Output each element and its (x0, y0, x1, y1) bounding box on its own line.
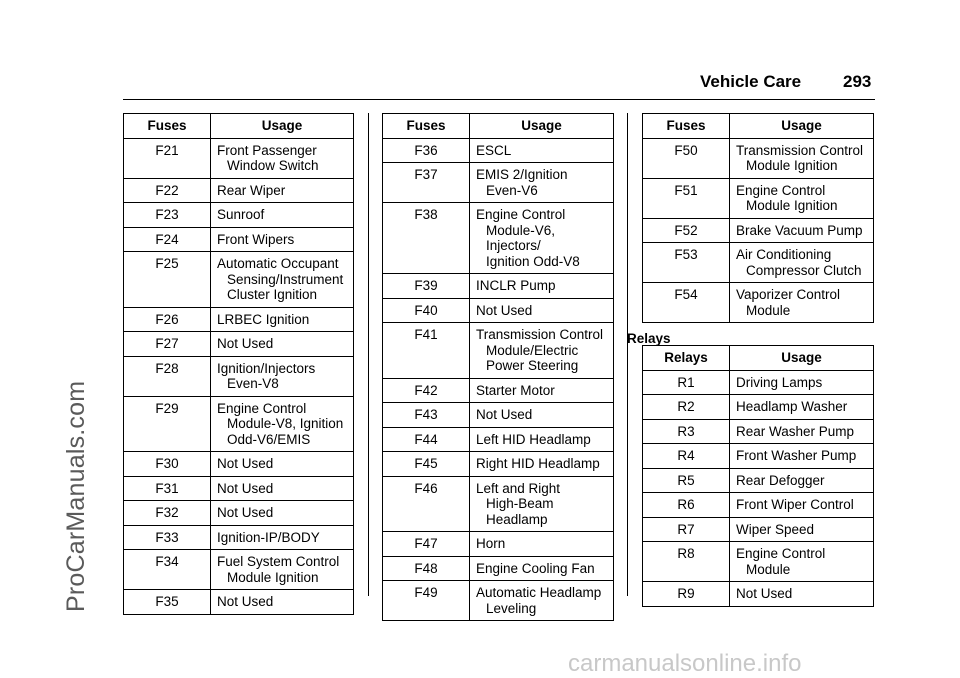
row-id-cell: F33 (124, 525, 211, 550)
row-usage-cell: Automatic Headlamp Leveling (470, 581, 614, 621)
row-usage-cell: Headlamp Washer (730, 395, 874, 420)
table-row (383, 274, 614, 299)
row-id-cell: F47 (383, 532, 470, 557)
table-header-row (643, 346, 874, 371)
row-usage-cell: Air Conditioning Compressor Clutch (730, 243, 874, 283)
page-number: 293 (843, 72, 872, 91)
row-usage-cell: Front Wipers (211, 227, 354, 252)
row-usage-cell: Front Passenger Window Switch (211, 138, 354, 178)
table-row (643, 468, 874, 493)
table-row (643, 138, 874, 178)
table-row (124, 138, 354, 178)
column-header-id: Relays (643, 346, 730, 371)
table-row (124, 501, 354, 526)
column-header-usage: Usage (470, 114, 614, 139)
row-id-cell: R2 (643, 395, 730, 420)
table-row (643, 493, 874, 518)
table-row (643, 517, 874, 542)
table-row (383, 378, 614, 403)
row-id-cell: F53 (643, 243, 730, 283)
row-id-cell: F51 (643, 178, 730, 218)
table-row (643, 542, 874, 582)
row-usage-cell: Ignition/Injectors Even-V8 (211, 356, 354, 396)
row-id-cell: F24 (124, 227, 211, 252)
row-usage-cell: Sunroof (211, 203, 354, 228)
row-usage-cell: EMIS 2/Ignition Even-V6 (470, 163, 614, 203)
row-usage-cell: INCLR Pump (470, 274, 614, 299)
table-header-row (383, 114, 614, 139)
row-id-cell: F46 (383, 476, 470, 532)
row-id-cell: F52 (643, 218, 730, 243)
side-watermark: ProCarManuals.com (62, 380, 90, 612)
row-usage-cell: Not Used (211, 590, 354, 615)
row-id-cell: R8 (643, 542, 730, 582)
row-usage-cell: Engine Cooling Fan (470, 556, 614, 581)
row-id-cell: F48 (383, 556, 470, 581)
row-id-cell: R6 (643, 493, 730, 518)
table-row (124, 227, 354, 252)
row-usage-cell: Not Used (470, 298, 614, 323)
row-usage-cell: Starter Motor (470, 378, 614, 403)
row-usage-cell: Automatic Occupant Sensing/Instrument Cluster Ignition (211, 252, 354, 308)
row-id-cell: R7 (643, 517, 730, 542)
row-usage-cell: Left HID Headlamp (470, 427, 614, 452)
row-id-cell: F42 (383, 378, 470, 403)
table-row (124, 178, 354, 203)
table-row (124, 525, 354, 550)
column-header-usage: Usage (730, 114, 874, 139)
row-usage-cell: Not Used (211, 452, 354, 477)
row-id-cell: F40 (383, 298, 470, 323)
table-header-row (124, 114, 354, 139)
table-row (643, 370, 874, 395)
table-row (383, 476, 614, 532)
row-id-cell: F44 (383, 427, 470, 452)
table-row (383, 452, 614, 477)
column-header-usage: Usage (730, 346, 874, 371)
table-header-row (643, 114, 874, 139)
row-id-cell: R1 (643, 370, 730, 395)
table-row (383, 532, 614, 557)
row-id-cell: F26 (124, 307, 211, 332)
row-usage-cell: Transmission Control Module Ignition (730, 138, 874, 178)
row-usage-cell: Brake Vacuum Pump (730, 218, 874, 243)
row-id-cell: F25 (124, 252, 211, 308)
table-row (643, 218, 874, 243)
row-usage-cell: ESCL (470, 138, 614, 163)
row-usage-cell: Horn (470, 532, 614, 557)
table-row (643, 582, 874, 607)
fuse-table-1 (123, 113, 354, 615)
row-id-cell: F41 (383, 323, 470, 379)
column-header-id: Fuses (643, 114, 730, 139)
row-id-cell: F29 (124, 396, 211, 452)
row-usage-cell: Driving Lamps (730, 370, 874, 395)
row-usage-cell: Not Used (470, 403, 614, 428)
table-row (124, 332, 354, 357)
column-header-id: Fuses (124, 114, 211, 139)
row-id-cell: F36 (383, 138, 470, 163)
fuse-table-2 (382, 113, 614, 621)
row-id-cell: R9 (643, 582, 730, 607)
row-id-cell: F32 (124, 501, 211, 526)
row-id-cell: F28 (124, 356, 211, 396)
row-id-cell: R5 (643, 468, 730, 493)
table-row (124, 252, 354, 308)
column-divider-2 (627, 113, 628, 596)
row-usage-cell: Engine Control Module-V6, Injectors/ Ignition Odd-V8 (470, 203, 614, 274)
row-usage-cell: Front Washer Pump (730, 444, 874, 469)
column-header-id: Fuses (383, 114, 470, 139)
row-usage-cell: Front Wiper Control (730, 493, 874, 518)
row-usage-cell: Not Used (730, 582, 874, 607)
table-row (643, 419, 874, 444)
table-row (383, 323, 614, 379)
row-usage-cell: Rear Defogger (730, 468, 874, 493)
fuse-table-3 (642, 113, 874, 323)
table-row (643, 178, 874, 218)
row-usage-cell: Not Used (211, 476, 354, 501)
row-usage-cell: Engine Control Module Ignition (730, 178, 874, 218)
row-id-cell: F43 (383, 403, 470, 428)
relays-heading: Relays (627, 331, 671, 346)
table-row (643, 243, 874, 283)
row-usage-cell: Not Used (211, 332, 354, 357)
table-row (383, 203, 614, 274)
row-id-cell: F31 (124, 476, 211, 501)
row-id-cell: F27 (124, 332, 211, 357)
table-row (643, 395, 874, 420)
row-usage-cell: Wiper Speed (730, 517, 874, 542)
row-usage-cell: Engine Control Module (730, 542, 874, 582)
table-row (124, 452, 354, 477)
table-row (383, 298, 614, 323)
table-row (383, 163, 614, 203)
table-row (643, 283, 874, 323)
row-id-cell: F30 (124, 452, 211, 477)
table-row (643, 444, 874, 469)
row-usage-cell: Ignition-IP/BODY (211, 525, 354, 550)
row-id-cell: F21 (124, 138, 211, 178)
row-id-cell: R3 (643, 419, 730, 444)
row-id-cell: F49 (383, 581, 470, 621)
row-usage-cell: Left and Right High-Beam Headlamp (470, 476, 614, 532)
row-usage-cell: Transmission Control Module/Electric Power Steering (470, 323, 614, 379)
table-row (124, 203, 354, 228)
row-usage-cell: Rear Washer Pump (730, 419, 874, 444)
row-usage-cell: Engine Control Module-V8, Ignition Odd-V6/EMIS (211, 396, 354, 452)
row-usage-cell: Rear Wiper (211, 178, 354, 203)
row-id-cell: F54 (643, 283, 730, 323)
column-divider-1 (368, 113, 369, 596)
row-id-cell: F34 (124, 550, 211, 590)
row-id-cell: F37 (383, 163, 470, 203)
table-row (383, 138, 614, 163)
row-id-cell: F45 (383, 452, 470, 477)
row-id-cell: F35 (124, 590, 211, 615)
row-id-cell: F39 (383, 274, 470, 299)
row-usage-cell: LRBEC Ignition (211, 307, 354, 332)
table-row (383, 403, 614, 428)
bottom-watermark: carmanualsonline.info (568, 650, 802, 677)
table-row (124, 307, 354, 332)
row-usage-cell: Fuel System Control Module Ignition (211, 550, 354, 590)
row-id-cell: R4 (643, 444, 730, 469)
table-row (383, 427, 614, 452)
row-usage-cell: Right HID Headlamp (470, 452, 614, 477)
column-header-usage: Usage (211, 114, 354, 139)
row-id-cell: F23 (124, 203, 211, 228)
relays-table (642, 345, 874, 607)
table-row (383, 581, 614, 621)
row-id-cell: F22 (124, 178, 211, 203)
row-id-cell: F50 (643, 138, 730, 178)
row-usage-cell: Vaporizer Control Module (730, 283, 874, 323)
table-row (124, 550, 354, 590)
row-id-cell: F38 (383, 203, 470, 274)
page-header-title: Vehicle Care (700, 72, 802, 91)
table-row (383, 556, 614, 581)
table-row (124, 356, 354, 396)
header-rule (123, 99, 875, 100)
table-row (124, 396, 354, 452)
table-row (124, 590, 354, 615)
row-usage-cell: Not Used (211, 501, 354, 526)
table-row (124, 476, 354, 501)
